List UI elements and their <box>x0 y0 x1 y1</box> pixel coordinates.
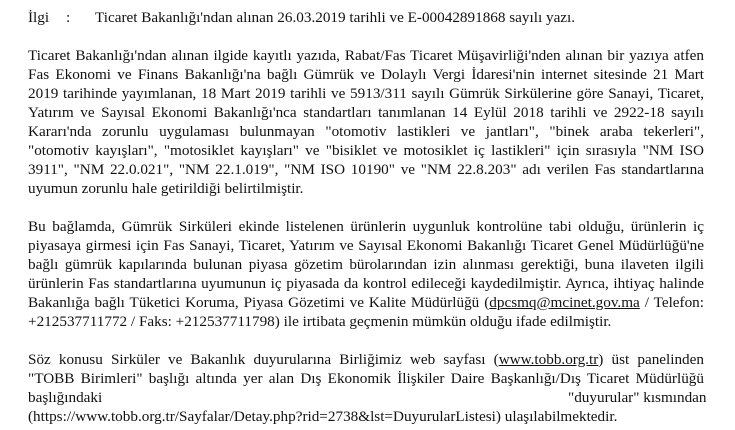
reference-colon: : <box>66 9 71 26</box>
paragraph-2-line: +212537711772 / Faks: +212537711798) ile irtibata geçmenin mümkün olduğu ifade edilmiştir. <box>28 313 612 330</box>
paragraph-3-line-url[interactable]: (https://www.tobb.org.tr/Sayfalar/Detay.php?rid=2738&lst=DuyurularListesi) ulaşılabilmektedir. <box>28 408 618 425</box>
paragraph-1-line: uyumun zorunlu hale getirildiği belirtilmiştir. <box>28 180 304 197</box>
paragraph-3-line-left: başlığındaki <box>28 389 103 406</box>
paragraph-1-line: "otomotiv kayışları", "motosiklet kayışları" ve "bisiklet ve motosiklet iç lastikleri" için sırasıyla "NM ISO <box>28 142 704 159</box>
paragraph-1-line: 3911", "NM 22.0.021", "NM 22.1.019", "NM ISO 10190" ve "NM 22.8.203" adı verilen Fas standartlarına <box>28 161 704 178</box>
paragraph-2-line: piyasaya girmesi için Fas Sanayi, Ticaret, Yatırım ve Sayısal Ekonomi Bakanlığı Ticaret Genel Müdürlüğü'ne <box>28 237 704 254</box>
paragraph-2-line: Bu bağlamda, Gümrük Sirküleri ekinde listelenen ürünlerin uygunluk kontrolüne tabi olduğu, ürünlerin iç <box>28 218 704 235</box>
paragraph-2-line: ürünlerin Fas standartlarına uyumunun iç piyasada da kontrol edileceği kaydedilmiştir. Ayrıca, ihtiyaç halinde <box>28 275 704 292</box>
paragraph-3-line: "TOBB Birimleri" başlığı altında yer alan Dış Ekonomik İlişkiler Daire Başkanlığı/Dış Ticaret Müdürlüğü <box>28 370 704 387</box>
paragraph-1-line: Ticaret Bakanlığı'ndan alınan ilgide kayıtlı yazıda, Rabat/Fas Ticaret Müşavirliği'nden alınan bir yazıya atfen <box>28 47 704 64</box>
paragraph-1-line: 2019 tarihinde yayımlanan, 18 Mart 2019 tarihli ve 5913/311 sayılı Gümrük Sirkülerine göre Sanayi, Ticaret, <box>28 85 704 102</box>
website-text-before: Söz konusu Sirküler ve Bakanlık duyurularına Birliğimiz web sayfası ( <box>28 351 499 368</box>
paragraph-3-line-split <box>28 388 707 407</box>
paragraph-3-line-website <box>28 350 704 369</box>
contact-text-before: Bakanlığa bağlı Tüketici Koruma, Piyasa Gözetimi ve Kalite Müdürlüğü ( <box>28 294 490 311</box>
paragraph-2-line: bağlı gümrük kapılarında bulunan piyasa gözetim bürolarından izin alınması gerektiği, buna ilaveten ilgili <box>28 256 704 273</box>
reference-text: Ticaret Bakanlığı'ndan alınan 26.03.2019 tarihli ve E-00042891868 sayılı yazı. <box>95 9 576 26</box>
contact-text-after: / Telefon: <box>639 294 704 311</box>
paragraph-1-line: Fas Ekonomi ve Finans Bakanlığı'na bağlı Gümrük ve Dolaylı Vergi İdaresi'nin internet sitesinde 21 Mart <box>28 66 704 83</box>
email-link[interactable]: dpcsmq@mcinet.gov.ma <box>489 294 640 311</box>
paragraph-3-line-right: "duyurular" kısmından <box>568 389 707 406</box>
paragraph-1-line: Kararı'nda zorunlu uygulaması bulunmayan "otomotiv lastikleri ve jantları", "binek araba tekerleri", <box>28 123 704 140</box>
website-link[interactable]: www.tobb.org.tr <box>498 351 599 368</box>
paragraph-1-line: Yatırım ve Sayısal Ekonomi Bakanlığı'nca standartları tanımlanan 14 Eylül 2018 tarihli ve 2922-18 sayılı <box>28 104 704 121</box>
paragraph-2-line-contact <box>28 293 704 312</box>
reference-label: İlgi <box>28 9 50 26</box>
website-text-after: ) üst panelinden <box>598 351 704 368</box>
